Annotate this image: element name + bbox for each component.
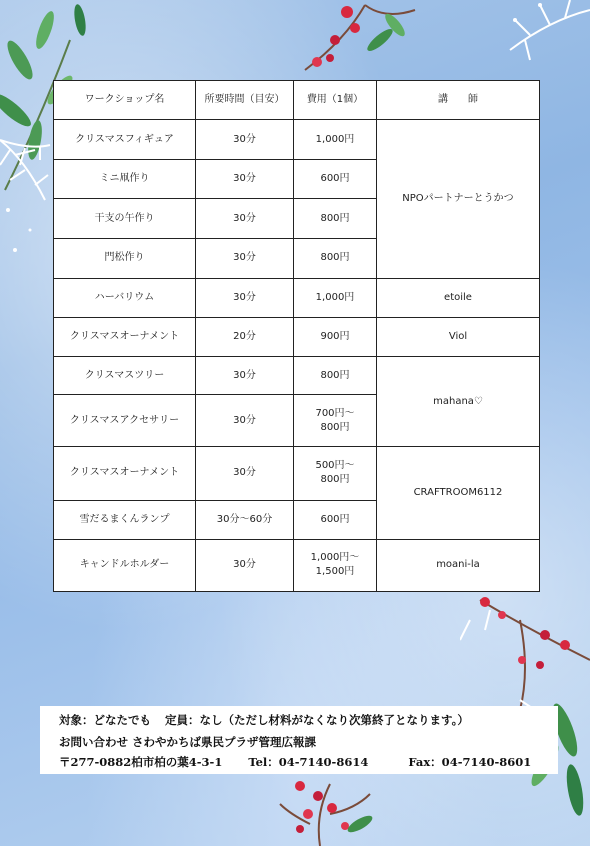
- workshop-price: 1,000円: [294, 278, 377, 317]
- berry-branch-icon: [270, 774, 380, 846]
- snowflake-icon: [0, 120, 50, 260]
- workshop-duration: 30分: [196, 160, 294, 199]
- workshop-price: 800円: [294, 199, 377, 238]
- workshop-name: ハーバリウム: [54, 278, 196, 317]
- header-instructor: 講 師: [377, 81, 540, 120]
- capacity-label: 定員：なし（ただし材料がなくなり次第終了となります。）: [165, 713, 469, 727]
- address-line: [59, 754, 531, 770]
- workshop-duration: 30分: [196, 395, 294, 447]
- table-row: [54, 120, 540, 160]
- workshop-duration: 30分: [196, 120, 294, 160]
- workshop-duration: 30分: [196, 539, 294, 591]
- info-box: [40, 706, 558, 774]
- contact-line: お問い合わせ さわやかちば県民プラザ管理広報課: [59, 735, 317, 749]
- table-header-row: [54, 81, 540, 120]
- workshop-duration: 30分: [196, 357, 294, 395]
- header-duration: 所要時間（目安）: [196, 81, 294, 120]
- workshop-name: クリスマスフィギュア: [54, 120, 196, 160]
- workshop-name: クリスマスオーナメント: [54, 447, 196, 500]
- table-row: [54, 278, 540, 317]
- table-row: [54, 539, 540, 591]
- tel-number: Tel：04-7140-8614: [248, 755, 369, 769]
- workshop-price: 600円: [294, 160, 377, 199]
- workshop-duration: 20分: [196, 317, 294, 356]
- header-cost: 費用（1個）: [294, 81, 377, 120]
- berry-branch-icon: [295, 0, 435, 80]
- workshop-duration: 30分: [196, 199, 294, 238]
- target-line: [59, 712, 469, 728]
- page-edge: [590, 0, 596, 846]
- instructor-cell: NPOパートナーとうかつ: [377, 120, 540, 279]
- table-row: [54, 317, 540, 356]
- workshop-duration: 30分: [196, 447, 294, 500]
- workshop-price: 600円: [294, 500, 377, 539]
- workshop-price: 800円: [294, 357, 377, 395]
- workshop-price: 1,000円: [294, 120, 377, 160]
- instructor-cell: moani-la: [377, 539, 540, 591]
- instructor-cell: mahana♡: [377, 357, 540, 447]
- snow-branch-icon: [470, 0, 590, 80]
- workshop-price: 500円～800円: [294, 447, 377, 500]
- header-workshop-name: ワークショップ名: [54, 81, 196, 120]
- fax-number: Fax：04-7140-8601: [408, 755, 532, 769]
- workshop-price: 800円: [294, 238, 377, 278]
- workshop-price: 700円～800円: [294, 395, 377, 447]
- workshop-duration: 30分～60分: [196, 500, 294, 539]
- instructor-cell: Viol: [377, 317, 540, 356]
- address: 〒277-0882柏市柏の葉4-3-1: [59, 755, 223, 769]
- workshop-name: ミニ凧作り: [54, 160, 196, 199]
- workshop-duration: 30分: [196, 238, 294, 278]
- target-label: 対象：どなたでも: [59, 713, 151, 727]
- workshop-table: [53, 80, 540, 592]
- workshop-name: 門松作り: [54, 238, 196, 278]
- workshop-name: キャンドルホルダー: [54, 539, 196, 591]
- workshop-price: 1,000円～1,500円: [294, 539, 377, 591]
- workshop-price: 900円: [294, 317, 377, 356]
- workshop-name: クリスマスツリー: [54, 357, 196, 395]
- workshop-name: 干支の午作り: [54, 199, 196, 238]
- instructor-cell: CRAFTROOM6112: [377, 447, 540, 539]
- workshop-name: クリスマスオーナメント: [54, 317, 196, 356]
- table-row: [54, 447, 540, 500]
- instructor-cell: etoile: [377, 278, 540, 317]
- workshop-name: 雪だるまくんランプ: [54, 500, 196, 539]
- workshop-duration: 30分: [196, 278, 294, 317]
- table-row: [54, 357, 540, 395]
- workshop-name: クリスマスアクセサリー: [54, 395, 196, 447]
